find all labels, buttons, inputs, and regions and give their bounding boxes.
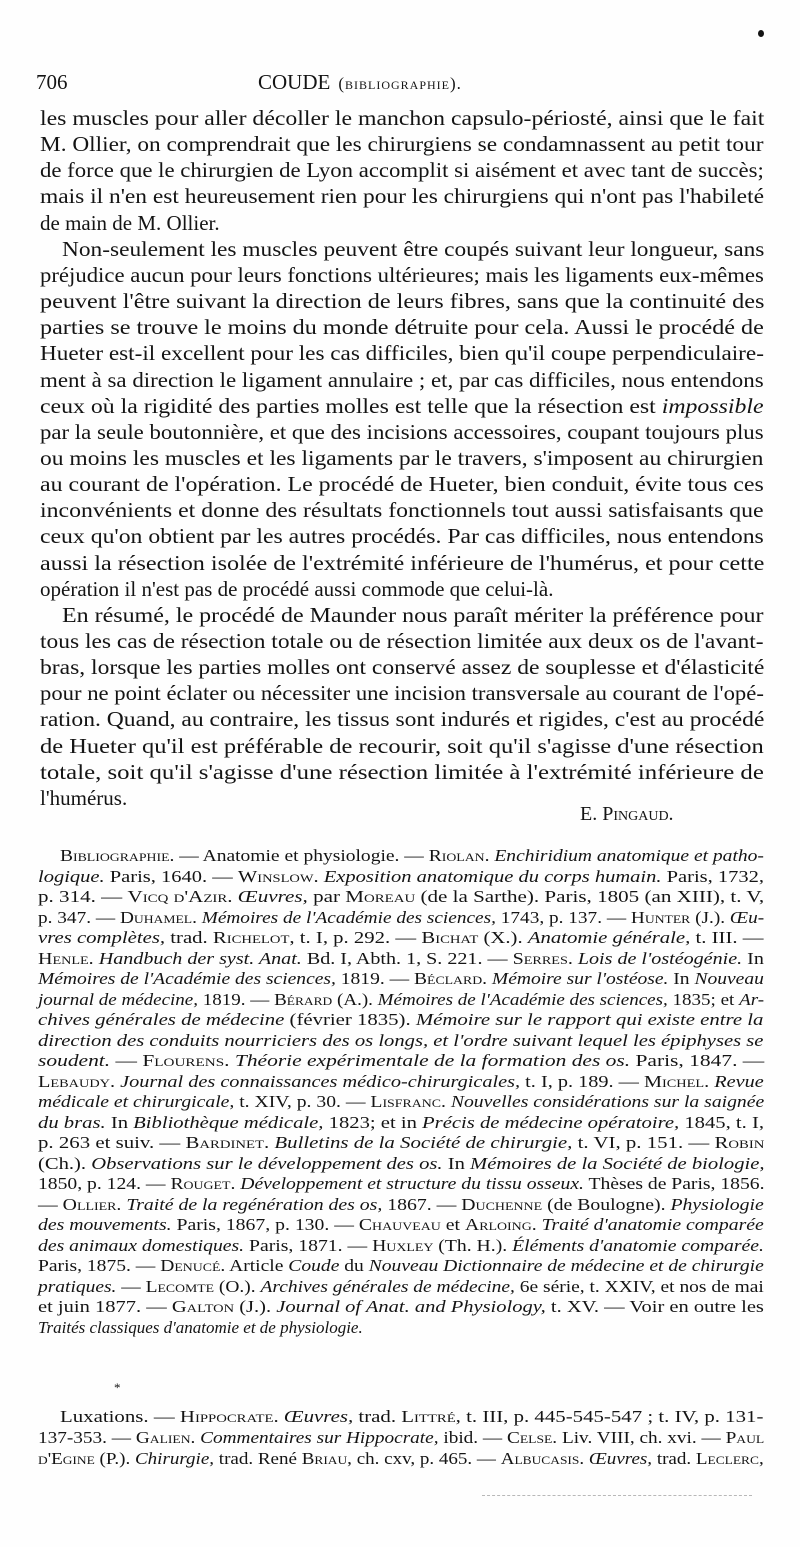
text-run: Article (225, 1256, 289, 1276)
text-run: t. XIV, p. 30. — (234, 1092, 371, 1112)
italic-text: des mouvements. (38, 1215, 172, 1235)
italic-text: direction des conduits nourriciers des os longs, et l'ordre suivant lequel les épiphyses se (38, 1030, 764, 1050)
title-suffix: (bibliographie). (338, 74, 462, 93)
bibliography-line (38, 1031, 763, 1051)
text-run: (Ch.). (38, 1153, 92, 1173)
text-run: parties se trouve le moins du monde détruite pour cela. Aussi le procédé de (40, 315, 764, 340)
text-run: par (307, 887, 346, 907)
ink-dot (758, 30, 764, 37)
italic-text: médicale et chirurgicale, (38, 1092, 235, 1112)
body-line (40, 211, 220, 236)
body-line (62, 603, 764, 628)
body-line (40, 132, 763, 157)
text-run: du (339, 1256, 369, 1276)
text-run: t. VI, p. 151. — (572, 1133, 715, 1153)
italic-text: soudent. (38, 1051, 111, 1071)
text-run: 1845, t. I, (679, 1112, 765, 1132)
text-run: au courant de l'opération. Le procédé de Hueter, bien conduit, évite tous ces (40, 472, 764, 497)
body-line (40, 681, 764, 706)
italic-text: Archives générales de médecine, (260, 1276, 515, 1296)
author-name: Hippocrate. (179, 1407, 279, 1426)
body-line (40, 315, 764, 340)
text-run: trad. (652, 1449, 696, 1468)
text-run: mais il n'en est heureusement rien pour les chirurgiens qui n'ont pas l'habileté (40, 184, 765, 209)
text-run: ou moins les muscles et les ligaments par le travers, s'imposent au chirurgien (40, 445, 764, 470)
text-run: Liv. VIII, ch. xvi. — (557, 1428, 726, 1447)
text-run: Thèses de Paris, 1856. (583, 1174, 765, 1194)
italic-text: Mémoires de l'Académie des sciences, (201, 907, 496, 927)
italic-text: impossible (661, 393, 764, 418)
italic-text: Bulletins de la Société de chirurgie, (274, 1133, 573, 1153)
text-run: bras, lorsque les parties molles ont conservé assez de souplesse et d'élasticité (40, 655, 765, 680)
text-run: — (38, 1194, 63, 1214)
text-run: t. I, p. 189. — (520, 1071, 644, 1091)
text-run: In (668, 969, 695, 989)
faint-rule (482, 1495, 752, 1496)
italic-text: journal de médecine, (38, 989, 199, 1009)
text-run: t. I, p. 292. — (294, 928, 422, 948)
author-name: Bérard (274, 989, 333, 1009)
italic-text: Bibliothèque médicale, (133, 1112, 324, 1132)
body-line (40, 629, 764, 654)
text-run: (de la Sarthe). Paris, 1805 (an XIII), t. V, (415, 887, 765, 907)
text-run: totale, soit qu'il s'agisse d'une résection limitée à l'extrémité inférieure de (40, 759, 764, 784)
author-name: Galien. (135, 1428, 196, 1447)
text-run: les muscles pour aller décoller le manchon capsulo-périosté, ainsi que le fait (40, 106, 765, 130)
bibliography-line (38, 1277, 764, 1297)
bibliography-line (38, 1297, 764, 1317)
text-run: trad. René (214, 1449, 302, 1468)
text-run: Luxations. — (60, 1407, 180, 1426)
body-line (40, 577, 553, 602)
text-run: — (110, 1051, 143, 1071)
bibliography-line (38, 867, 764, 887)
author-name: Leclerc, (695, 1449, 764, 1468)
italic-text: chives générales de médecine (38, 1010, 285, 1030)
bibliography-line (38, 1195, 764, 1215)
body-line (40, 707, 764, 732)
body-line (40, 734, 764, 759)
bibliography-line (38, 887, 764, 907)
italic-text: Mémoires de la Société de biologie, (470, 1153, 765, 1173)
running-header (0, 70, 800, 98)
text-run: (A.). (332, 989, 378, 1009)
text-run: 1819. — (198, 989, 275, 1009)
text-run: ment à sa direction le ligament annulaire ; et, par cas difficiles, nous entendons (40, 367, 764, 392)
italic-text: des animaux domestiques. (38, 1235, 245, 1255)
text-run: t. III. — (690, 928, 764, 948)
text-run: (février 1835). (284, 1010, 416, 1030)
body-line (40, 655, 764, 680)
page-number: 706 (36, 70, 68, 94)
author-name: Richelot, (212, 928, 295, 948)
body-line (40, 106, 764, 131)
author-name: Michel. (643, 1071, 710, 1091)
author-name: Celse. (507, 1428, 558, 1447)
text-run: ch. cxv, p. 465. — (351, 1449, 501, 1468)
italic-text: Précis de médecine opératoire, (422, 1112, 680, 1132)
italic-text: Revue (714, 1071, 764, 1091)
body-line (40, 420, 764, 445)
italic-text: Traités classiques d'anatomie et de physiologie. (38, 1317, 363, 1337)
author-name: Huxley (372, 1235, 434, 1255)
text-run: p. 314. — (38, 887, 128, 907)
text-run: trad. (353, 1407, 402, 1426)
italic-text: Coude (288, 1256, 340, 1276)
author-name: Hunter (630, 907, 691, 927)
author-name: Lebaudy. (38, 1071, 116, 1091)
text-run: de Hueter qu'il est préférable de recourir, soit qu'il s'agisse d'une résection (40, 733, 764, 758)
body-line (40, 158, 764, 183)
author-name: Robin (714, 1133, 765, 1153)
italic-text: Traité d'anatomie comparée (541, 1215, 764, 1235)
bibliography-line (38, 949, 764, 969)
bibliography-line (38, 1092, 764, 1112)
text-run: par la seule boutonnière, et que des incisions accessoires, coupant toujours plus (40, 419, 764, 444)
author-name: Rouget. (170, 1174, 236, 1194)
author-name: Lisfranc. (370, 1092, 446, 1112)
author-name: Flourens. (142, 1051, 230, 1071)
italic-text: Œuvres, (283, 1407, 354, 1426)
body-line (40, 263, 764, 288)
italic-text: du bras. (38, 1112, 106, 1132)
text-run: préjudice aucun pour leurs fonctions ultérieures; mais les ligaments eux-mêmes (40, 262, 764, 287)
body-line (40, 184, 764, 209)
luxations-line (38, 1428, 764, 1448)
text-run: 1823; et in (323, 1112, 423, 1132)
body-line (40, 394, 764, 419)
author-name: Moreau (345, 887, 416, 907)
text-run: tous les cas de résection totale ou de résection limitée aux deux os de l'avant- (40, 629, 764, 653)
text-run: (de Boulogne). (542, 1194, 671, 1214)
italic-text: Journal des connaissances médico-chirurgicales, (120, 1071, 521, 1091)
text-run: (O.). (214, 1276, 261, 1296)
body-line (40, 341, 764, 366)
text-run: peuvent l'être suivant la direction de leurs fibres, sans que la continuité des (40, 289, 765, 314)
author-name: Paul (725, 1428, 765, 1447)
text-run: 1743, p. 137. — (495, 907, 631, 927)
asterisk-mark: * (114, 1380, 121, 1395)
italic-text: Exposition anatomique du corps humain. (323, 866, 662, 886)
author-name: Lecomte (145, 1276, 215, 1296)
text-run: 1867. — (382, 1194, 462, 1214)
bibliography-line (38, 1072, 764, 1092)
text-run: In (442, 1153, 471, 1173)
author-name: Béclard. (414, 969, 488, 989)
italic-text: Théorie expérimentale de la formation des os. (234, 1051, 631, 1071)
text-run: (J.). (234, 1297, 277, 1317)
luxations-line (60, 1407, 763, 1427)
italic-text: Éléments d'anatomie comparée. (512, 1235, 764, 1255)
text-run: (X.). (478, 928, 528, 948)
signature: E. Pingaud. (580, 803, 674, 825)
text-run: Paris, 1640. — (104, 866, 238, 886)
text-run: inconvénients et donne des résultats fonctionnels tout aussi satisfaisants que (40, 498, 764, 523)
text-run: t. XV. — Voir en outre les (545, 1297, 764, 1317)
author-name: Duhamel. (119, 907, 197, 927)
text-run: Paris, 1875. — (38, 1256, 161, 1276)
body-line (40, 786, 127, 811)
text-run: 137-353. — (38, 1428, 136, 1447)
title-main: COUDE (258, 70, 331, 94)
italic-text: Commentaires sur Hippocrate, (200, 1428, 439, 1447)
page-title (258, 70, 462, 95)
text-run: En résumé, le procédé de Maunder nous paraît mériter la préférence pour (62, 602, 764, 627)
italic-text: Nouveau (694, 969, 764, 989)
text-run: ceux qu'on obtient par les autres procédés. Par cas difficiles, nous entendons (40, 524, 764, 549)
text-run: aussi la résection isolée de l'extrémité inférieure de l'humérus, et pour cette (40, 550, 765, 575)
text-run: In (105, 1112, 134, 1132)
author-name: Arloing. (464, 1215, 537, 1235)
text-run: Paris, 1867, p. 130. — (171, 1215, 359, 1235)
text-run: (P.). (94, 1449, 135, 1468)
italic-text: Traité de la regénération des os, (126, 1194, 383, 1214)
bibliography-line (38, 1174, 765, 1194)
body-line (62, 237, 764, 262)
author-name: Riolan. (428, 846, 490, 865)
bibliography-line (38, 1113, 764, 1133)
text-run: opération il n'est pas de procédé aussi commode que celui-là. (40, 576, 554, 601)
text-run: trad. (165, 928, 213, 948)
luxations-line (38, 1449, 764, 1469)
italic-text: Mémoire sur le rapport qui existe entre la (415, 1010, 764, 1030)
text-run: Non-seulement les muscles peuvent être coupés suivant leur longueur, sans (62, 236, 765, 261)
text-run: ibid. — (438, 1428, 508, 1447)
italic-text: Lois de l'ostéogénie. (577, 948, 743, 968)
italic-text: Chirurgie, (134, 1449, 215, 1468)
italic-text: Observations sur le développement des os. (91, 1153, 443, 1173)
author-name: d'Egine (38, 1449, 95, 1468)
body-line (40, 289, 764, 314)
author-name: Denucé. (160, 1256, 226, 1276)
text-run: p. 347. — (38, 907, 120, 927)
text-run: — (116, 1276, 146, 1296)
italic-text: Mémoires de l'Académie des sciences, (38, 969, 336, 989)
text-run: — Anatomie et physiologie. — (174, 846, 429, 865)
author-name: Ollier. (62, 1194, 122, 1214)
text-run: In (742, 948, 764, 968)
text-run: de force que le chirurgien de Lyon accomplit si aisément et avec tant de succès; (40, 158, 764, 183)
text-run: l'humérus. (40, 785, 128, 810)
author-name: Winslow. (237, 866, 319, 886)
italic-text: Journal of Anat. and Physiology, (276, 1297, 546, 1317)
italic-text: Développement et structure du tissu osseux. (240, 1174, 584, 1194)
text-run: (Th. H.). (433, 1235, 513, 1255)
text-run: 1850, p. 124. — (38, 1174, 171, 1194)
author-name: Vicq d'Azir. (127, 887, 233, 907)
author-name: Galton (171, 1297, 235, 1317)
text-run: ration. Quand, au contraire, les tissus sont indurés et rigides, c'est au procédé (40, 707, 765, 732)
body-line (40, 446, 763, 471)
body-line (40, 760, 764, 785)
italic-text: Ar- (739, 989, 765, 1009)
text-run: Paris, 1847. — (630, 1051, 765, 1071)
body-line (40, 368, 764, 393)
bibliography-line (38, 1010, 763, 1030)
bibliography-line (38, 969, 764, 989)
author-name: Bichat (421, 928, 479, 948)
italic-text: Anatomie générale, (527, 928, 691, 948)
text-run: ceux où la rigidité des parties molles est telle que la résection est (40, 393, 662, 418)
text-run: et juin 1877. — (38, 1297, 172, 1317)
italic-text: pratiques. (38, 1276, 117, 1296)
text-run: Paris, 1732, (661, 866, 764, 886)
author-name: Briau, (301, 1449, 352, 1468)
italic-text: vres complètes, (38, 928, 166, 948)
author-name: Serres. (512, 948, 573, 968)
text-run: 1819. — (335, 969, 415, 989)
italic-text: Handbuch der syst. Anat. (98, 948, 302, 968)
text-run: 6e série, t. XXIV, et nos de mai (514, 1276, 764, 1296)
bibliography-line (38, 1318, 363, 1338)
bibliography-line (38, 908, 764, 928)
bibliography-line (38, 1256, 764, 1276)
text-run: t. III, p. 445-545-547 ; t. IV, p. 131- (460, 1407, 764, 1426)
bibliography-line (38, 1154, 765, 1174)
text-run: 1835; et (667, 989, 740, 1009)
author-name: Duchenne (461, 1194, 543, 1214)
italic-text: Œuvres, (588, 1449, 653, 1468)
author-name: Henle. (38, 948, 94, 968)
italic-text: Mémoires de l'Académie des sciences, (377, 989, 668, 1009)
author-name: Bibliographie. (60, 846, 175, 865)
author-name: Chauveau (358, 1215, 441, 1235)
bibliography-line (60, 846, 764, 866)
body-line (40, 524, 764, 549)
italic-text: Nouveau Dictionnaire de médecine et de chirurgie (368, 1256, 764, 1276)
author-name: Bardinet. (185, 1133, 270, 1153)
text-run: Hueter est-il excellent pour les cas difficiles, bien qu'il coupe perpendiculaire- (40, 341, 764, 366)
author-name: Littré, (401, 1407, 461, 1426)
text-run: Paris, 1871. — (244, 1235, 373, 1255)
italic-text: Mémoire sur l'ostéose. (491, 969, 669, 989)
text-run: et (440, 1215, 465, 1235)
bibliography-line (38, 1051, 764, 1071)
italic-text: Œu- (729, 907, 765, 927)
body-line (40, 472, 764, 497)
bibliography-line (38, 1133, 764, 1153)
text-run: pour ne point éclater ou nécessiter une incision transversale au courant de l'opé- (40, 681, 764, 706)
italic-text: Physiologie (670, 1194, 764, 1214)
bibliography-line (38, 928, 763, 948)
italic-text: Enchiridium anatomique et patho- (494, 846, 764, 865)
text-run: (J.). (690, 907, 730, 927)
italic-text: Œuvres, (237, 887, 308, 907)
italic-text: Nouvelles considérations sur la saignée (450, 1092, 765, 1112)
text-run: p. 263 et suiv. — (38, 1133, 186, 1153)
body-line (40, 551, 764, 576)
author-name: Albucasis. (500, 1449, 585, 1468)
text-run: Bd. I, Abth. 1, S. 221. — (301, 948, 513, 968)
body-line (40, 498, 764, 523)
text-run: M. Ollier, on comprendrait que les chirurgiens se condamnassent au petit tour (40, 132, 764, 157)
italic-text: logique. (38, 866, 105, 886)
bibliography-line (38, 990, 764, 1010)
bibliography-line (38, 1215, 764, 1235)
text-run: de main de M. Ollier. (40, 210, 220, 235)
bibliography-line (38, 1236, 764, 1256)
